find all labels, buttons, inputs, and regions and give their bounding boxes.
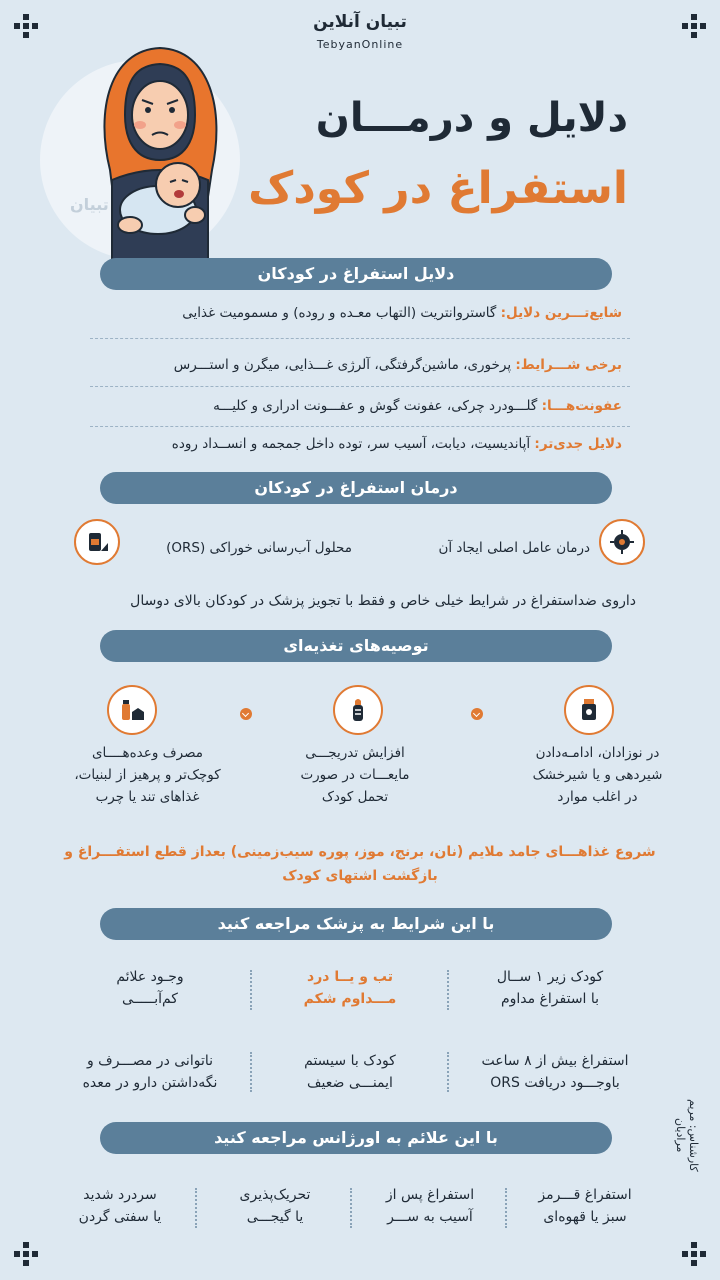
separator-dot [471,708,483,720]
nutrition-tip-infants: در نوزادان، ادامـه‌دادن شیردهی و یا شیرخشک در اغلب موارد [532,745,663,805]
column-divider [447,970,449,1010]
doctor-condition-dehydration: وجـود علائم کم‌آبـــــی [116,969,184,1007]
treatment-main-cause: درمان عامل اصلی ایجاد آن [438,540,590,556]
column-divider [195,1188,197,1228]
emergency-symptom: استفراغ قـــرمز سبز یا قهوه‌ای [538,1187,632,1225]
doctor-condition-fever: تب و یــا درد مـــداوم شکم [303,969,397,1007]
nutrition-tip-small-meals: مصرف وعده‌هــــای کوچک‌تر و پرهیز از لبنیات، غذاهای تند یا چرب [74,745,221,805]
credit-text: کارشناس: مریم مرادیان [674,1098,700,1172]
treatment-ors: محلول آب‌رسانی خوراکی (ORS) [166,540,352,556]
treatment-note: داروی ضداستفراغ در شرایط خیلی خاص و فقط با تجویز پزشک در کودکان بالای دوسال [130,593,636,609]
title-line-2: استفراغ در کودک [248,163,628,214]
corner-ornament-bottom-left [14,1242,38,1266]
column-divider [350,1188,352,1228]
virus-icon [599,519,645,565]
emergency-symptom: استفراغ پس از آسیب به ســـر [385,1187,475,1225]
divider [90,338,630,339]
nutrition-note: شروع غذاهـــای جامد ملایم (نان، برنج، موز، پوره سیب‌زمینی) بعداز قطع استفـــراغ و بازگشت اشتهای کودک [64,844,656,884]
food-jar-icon [107,685,157,735]
divider [90,386,630,387]
column-divider [505,1188,507,1228]
logo-english: TebyanOnline [316,38,404,51]
cause-row: برخی شـــرایط: پرخوری، ماشین‌گرفتگی، آلرژی غـــذایی، میگرن و استـــرس [173,357,622,373]
formula-can-icon [564,685,614,735]
doctor-condition-medication: ناتوانی در مصـــرف و نگه‌داشتن دارو در معده [82,1053,218,1091]
ors-packet-icon [74,519,120,565]
doctor-condition-weak-immunity: کودک با سیستم ایمنـــی ضعیف [304,1053,396,1091]
corner-ornament-top-right [682,14,706,38]
logo-persian: تبیان آنلاین [313,12,407,32]
doctor-heading: با این شرایط به پزشک مراجعه کنید [100,908,612,940]
emergency-symptom: سردرد شدید یا سفتی گردن [78,1187,162,1225]
corner-ornament-bottom-right [682,1242,706,1266]
watermark-text: تبیان [70,195,109,214]
nutrition-tip-fluids: افزایش تدریجـــی مایعـــات در صورت تحمل کودک [300,745,410,805]
nutrition-heading: توصیه‌های تغذیه‌ای [100,630,612,662]
title-line-1: دلایل و درمـــان [315,95,628,141]
treatment-heading: درمان استفراغ در کودکان [100,472,612,504]
doctor-condition-infant: کودک زیر ۱ ســال با استفراغ مداوم [496,969,604,1007]
column-divider [250,970,252,1010]
cause-row: عفونت‌هـــا: گلـــودرد چرکی، عفونت گوش و عفـــونت ادراری و کلیـــه [213,398,622,414]
emergency-symptom: تحریک‌پذیری یا گیجـــی [239,1187,311,1225]
causes-heading: دلایل استفراغ در کودکان [100,258,612,290]
corner-ornament-top-left [14,14,38,38]
column-divider [250,1052,252,1092]
cause-row: دلایل جدی‌تر: آپاندیسیت، دیابت، آسیب سر، توده داخل جمجمه و انســداد روده [171,436,622,452]
emergency-heading: با این علائم به اورژانس مراجعه کنید [100,1122,612,1154]
divider [90,426,630,427]
baby-bottle-icon [333,685,383,735]
column-divider [447,1052,449,1092]
cause-row: شایع‌تـــرین دلایل: گاستروانتریت (التهاب معـده و روده) و مسمومیت غذایی [182,305,622,321]
mother-baby-illustration [90,20,230,265]
separator-dot [240,708,252,720]
doctor-condition-long-vomiting: استفراغ بیش از ۸ ساعت باوجـــود دریافت ORS [481,1053,629,1091]
